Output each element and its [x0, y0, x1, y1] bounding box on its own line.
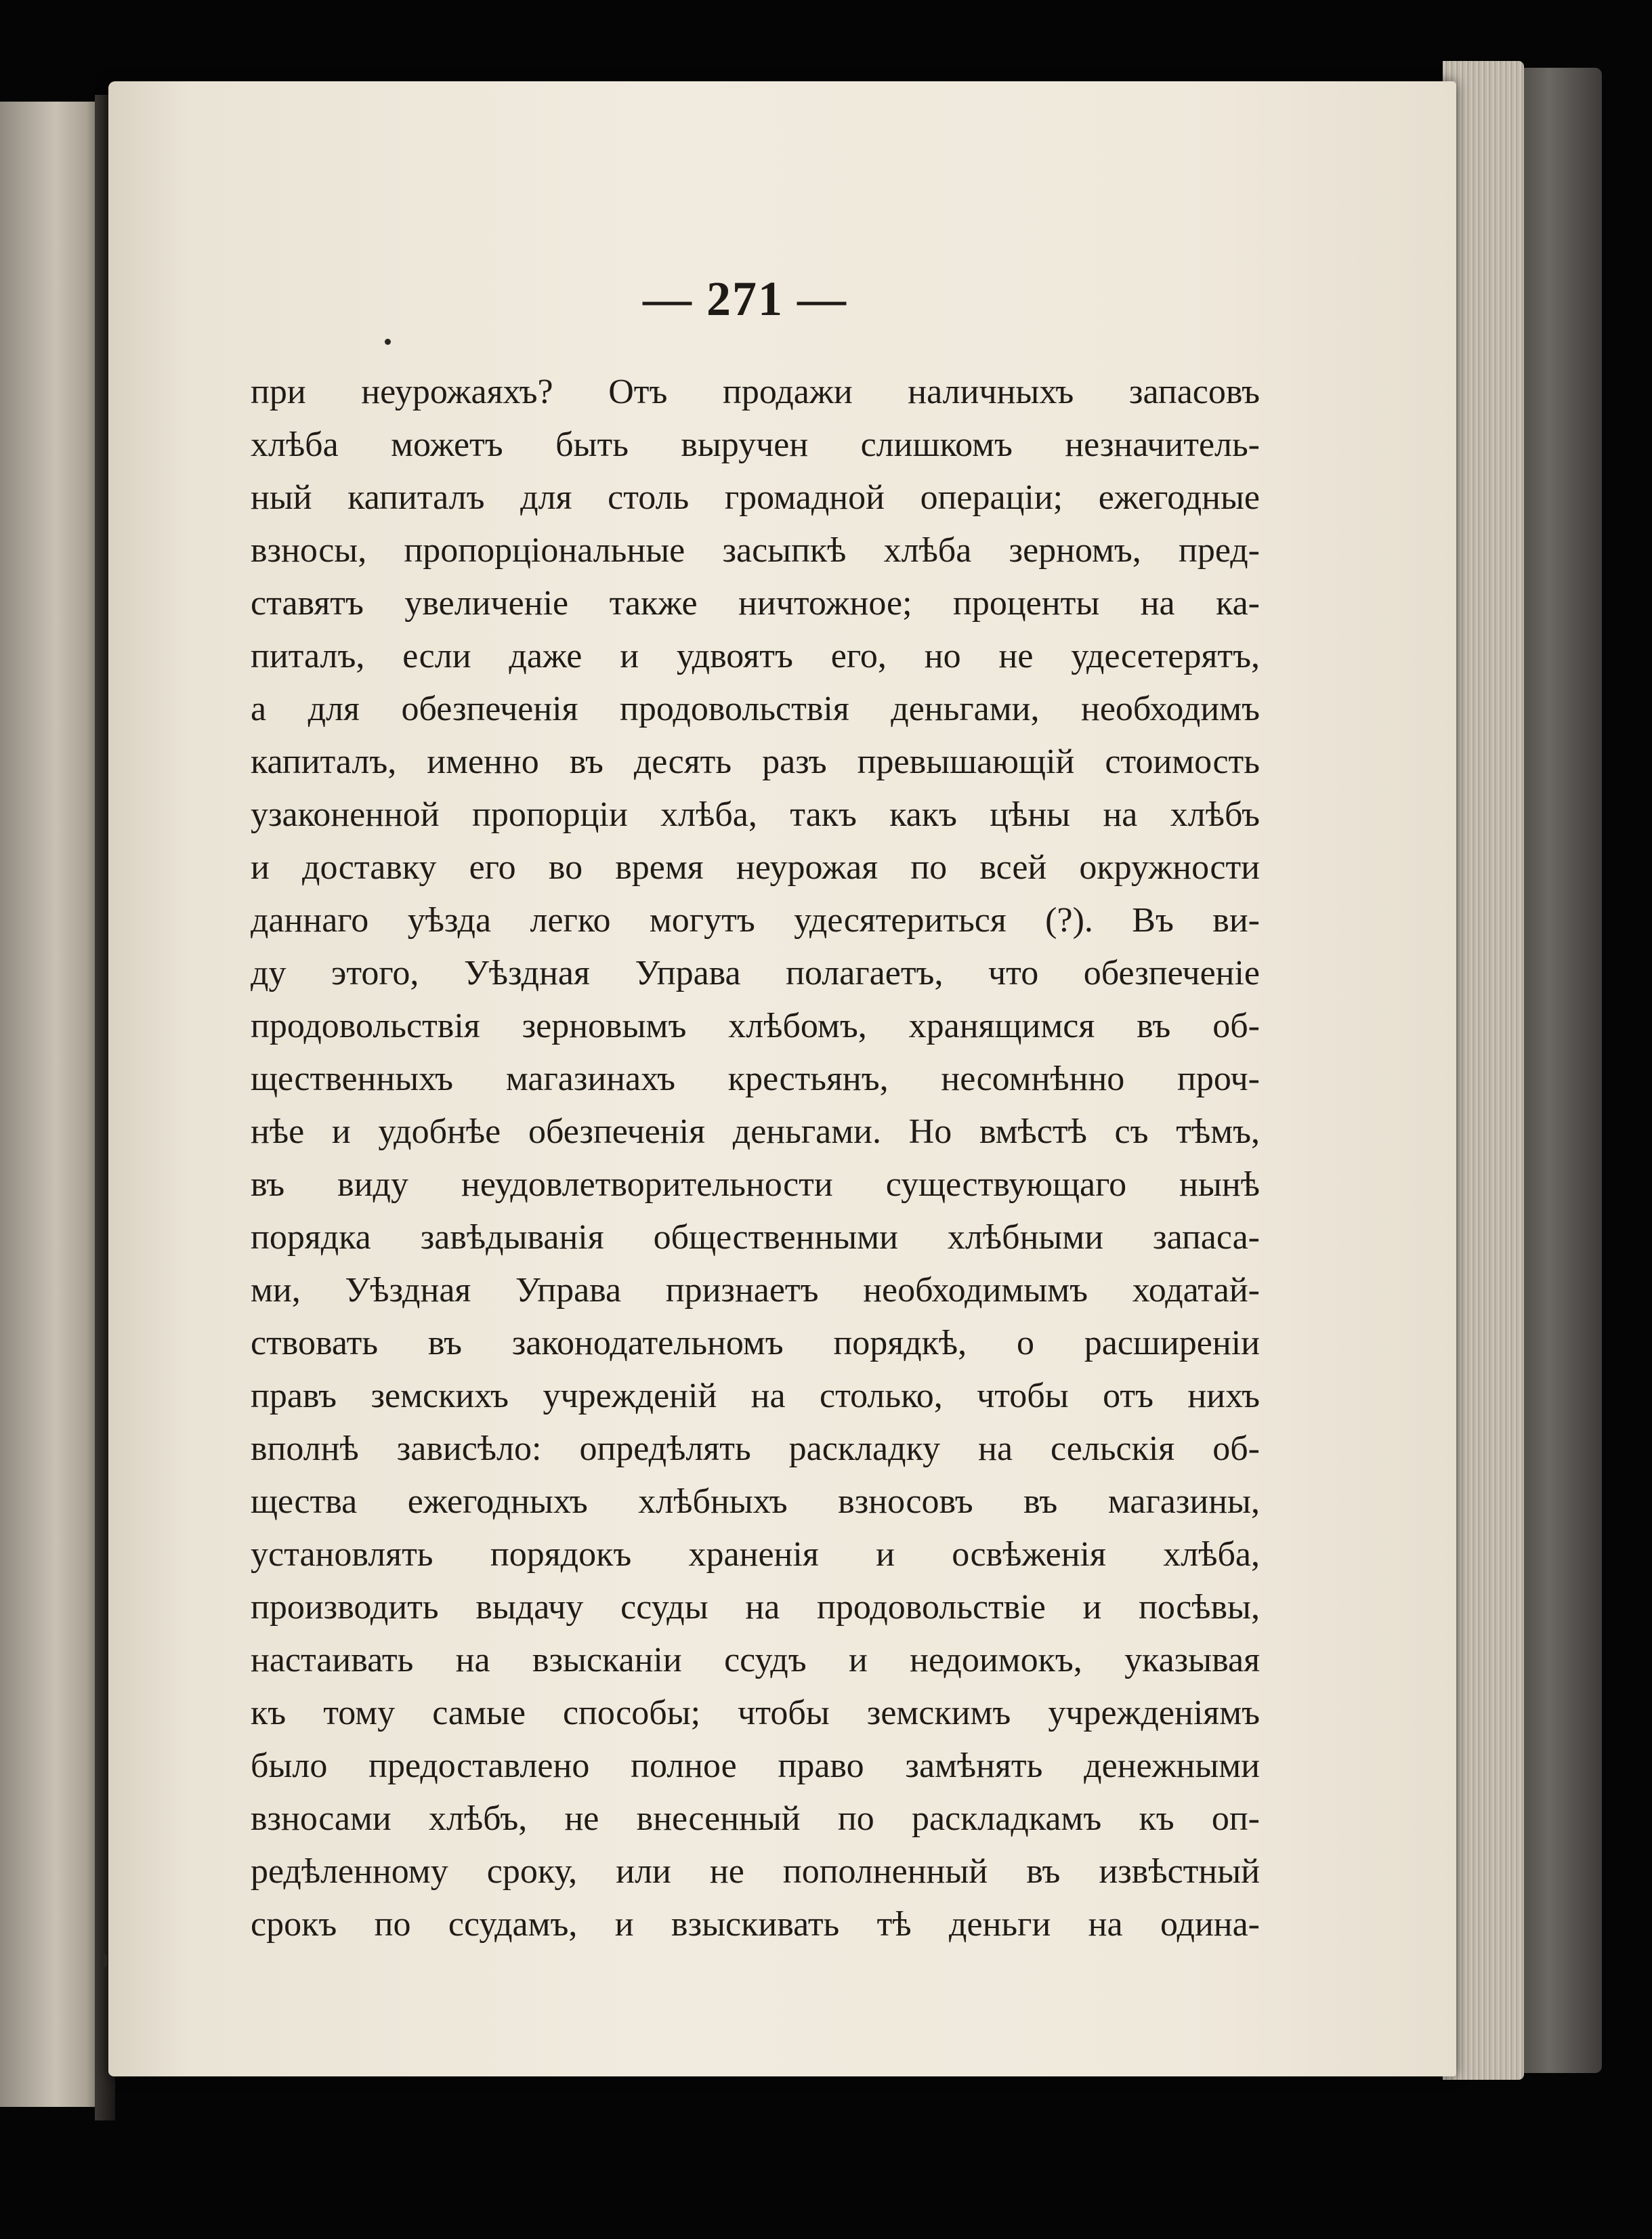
text-line: ставятъ увеличеніе также ничтожное; проценты на ка- [251, 584, 1260, 623]
text-line: въ виду неудовлетворительности существующаго нынѣ [251, 1165, 1260, 1204]
text-line: правъ земскихъ учрежденій на столько, чтобы отъ нихъ [251, 1377, 1260, 1415]
text-line: ду этого, Уѣздная Управа полагаетъ, что обезпеченіе [251, 954, 1260, 992]
book-cover-edge [1514, 68, 1602, 2073]
text-line: ный капиталъ для столь громадной операціи; ежегодные [251, 478, 1260, 517]
body-text [251, 366, 1260, 1951]
text-line: узаконенной пропорціи хлѣба, такъ какъ цѣны на хлѣбъ [251, 795, 1260, 834]
text-line: настаивать на взысканіи ссудъ и недоимокъ, указывая [251, 1641, 1260, 1679]
text-line: вполнѣ зависѣло: опредѣлять раскладку на сельскія об- [251, 1429, 1260, 1468]
text-line: порядка завѣдыванія общественными хлѣбными запаса- [251, 1218, 1260, 1257]
text-line: и доставку его во время неурожая по всей окружности [251, 848, 1260, 887]
text-line: при неурожаяхъ? Отъ продажи наличныхъ запасовъ [251, 373, 1260, 411]
ink-speck [102, 1954, 107, 1967]
text-line: капиталъ, именно въ десять разъ превышающій стоимость [251, 742, 1260, 781]
text-line: продовольствія зерновымъ хлѣбомъ, хранящимся въ об- [251, 1007, 1260, 1045]
text-line: питалъ, если даже и удвоятъ его, но не удесетерятъ, [251, 637, 1260, 675]
text-line: къ тому самые способы; чтобы земскимъ учрежденіямъ [251, 1694, 1260, 1732]
text-line: срокъ по ссудамъ, и взыскивать тѣ деньги на одина- [251, 1905, 1260, 1944]
page-number: — 271 — [643, 272, 847, 326]
text-line: щества ежегодныхъ хлѣбныхъ взносовъ въ магазины, [251, 1482, 1260, 1521]
text-line: хлѣба можетъ быть выручен слишкомъ незначитель- [251, 425, 1260, 464]
text-line: ствовать въ законодательномъ порядкѣ, о расширеніи [251, 1324, 1260, 1362]
ink-speck [385, 339, 391, 345]
text-line: взносами хлѣбъ, не внесенный по раскладкамъ къ оп- [251, 1799, 1260, 1838]
text-line: а для обезпеченія продовольствія деньгами, необходимъ [251, 690, 1260, 728]
text-line: ми, Уѣздная Управа признаетъ необходимымъ ходатай- [251, 1271, 1260, 1310]
text-line: было предоставлено полное право замѣнять денежными [251, 1746, 1260, 1785]
text-line: даннаго уѣзда легко могутъ удесятериться (?). Въ ви- [251, 901, 1260, 940]
text-line: нѣе и удобнѣе обезпеченія деньгами. Но вмѣстѣ съ тѣмъ, [251, 1112, 1260, 1151]
text-line: производить выдачу ссуды на продовольствіе и посѣвы, [251, 1588, 1260, 1627]
text-line: взносы, пропорціональные засыпкѣ хлѣба зерномъ, пред- [251, 531, 1260, 570]
text-line: редѣленному сроку, или не пополненный въ извѣстный [251, 1852, 1260, 1891]
text-line: установлять порядокъ храненія и освѣженія хлѣба, [251, 1535, 1260, 1574]
left-page-edge [0, 102, 102, 2107]
text-line: щественныхъ магазинахъ крестьянъ, несомнѣнно проч- [251, 1060, 1260, 1098]
